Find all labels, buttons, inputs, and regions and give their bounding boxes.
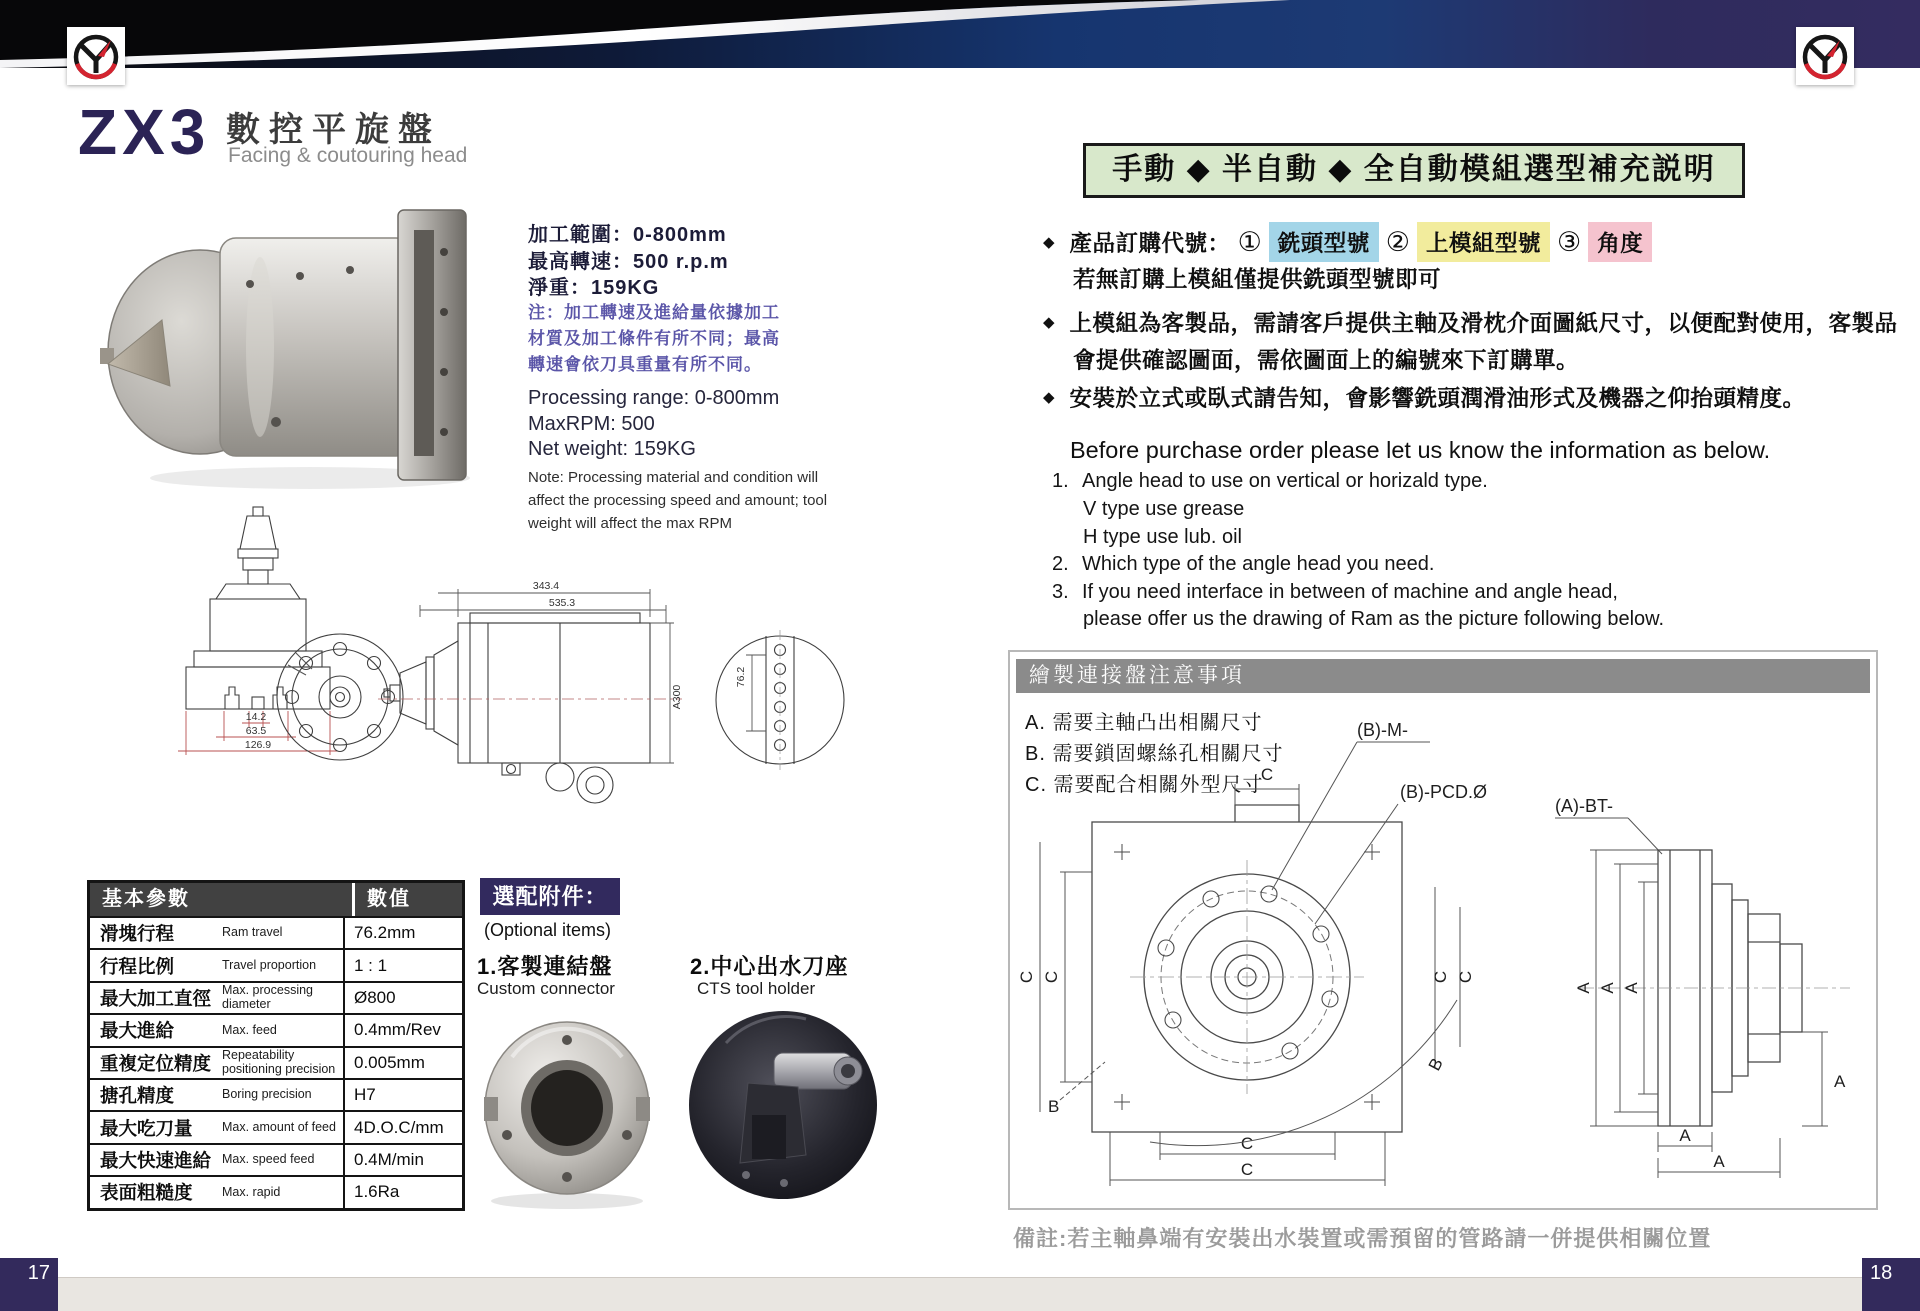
- spec-zh-line: 最高轉速：500 r.p.m: [528, 250, 729, 273]
- bullet1-prefix: 產品訂購代號：: [1069, 231, 1231, 256]
- footer-bar: [0, 1277, 1920, 1311]
- svg-text:A300: A300: [671, 684, 683, 710]
- info-item1: 1. Angle head to use on vertical or horizald type.: [1052, 470, 1488, 492]
- diamond-bullet-icon: ◆: [1043, 314, 1055, 331]
- svg-text:(B)-M-: (B)-M-: [1357, 720, 1408, 740]
- svg-text:A: A: [1598, 982, 1617, 994]
- bullet2-line1: ◆ 上模組為客製品，需請客戶提供主軸及滑枕介面圖紙尺寸，以便配對使用，客製品: [1043, 311, 1898, 336]
- table-row: 重複定位精度 Repeatability positioning precision 0.005mm: [90, 1046, 462, 1078]
- svg-text:C: C: [1240, 1160, 1254, 1179]
- circled-number-2: ②: [1385, 226, 1411, 257]
- optional-item2-zh: 2.中心出水刀座: [690, 954, 849, 979]
- svg-text:A: A: [1834, 1072, 1846, 1091]
- connector-technical-drawing: [1010, 692, 1876, 1207]
- svg-text:C: C: [1260, 765, 1274, 784]
- spec-en-line: MaxRPM: 500: [528, 412, 655, 435]
- note-en-line: weight will affect the max RPM: [528, 515, 732, 532]
- svg-text:C: C: [1017, 970, 1036, 984]
- note-zh-line: 材質及加工條件有所不同；最高: [528, 329, 780, 348]
- svg-text:126.9: 126.9: [244, 739, 272, 751]
- optional-items-title: 選配附件：: [480, 878, 620, 915]
- bottom-remark: 備註:若主軸鼻端有安裝出水裝置或需預留的管路請一併提供相關位置: [1013, 1226, 1712, 1251]
- bullet2-line2: 會提供確認圖面，需依圖面上的編號來下訂購單。: [1073, 348, 1580, 373]
- page-number-left: 17: [0, 1258, 58, 1311]
- bullet1-line1: [1043, 222, 1652, 262]
- svg-text:343.4: 343.4: [532, 580, 560, 592]
- tag-angle: 角度: [1588, 222, 1652, 262]
- bullet3: ◆ 安裝於立式或臥式請告知，會影響銑頭潤滑油形式及機器之仰抬頭精度。: [1043, 386, 1806, 411]
- table-row: 最大進給 Max. feed 0.4mm/Rev: [90, 1013, 462, 1045]
- svg-text:B: B: [1424, 1054, 1447, 1074]
- circled-number-3: ③: [1557, 226, 1582, 257]
- optional-item2-en: CTS tool holder: [697, 979, 816, 998]
- table-row: 表面粗糙度 Max. rapid 1.6Ra: [90, 1175, 462, 1207]
- table-header: [90, 883, 462, 916]
- spec-zh-block: [528, 222, 729, 302]
- cts-tool-holder-photo: [688, 995, 878, 1215]
- svg-text:B: B: [1048, 1097, 1060, 1116]
- note-en-line: affect the processing speed and amount; tool: [528, 492, 828, 509]
- bullet1-line2: 若無訂購上模組僅提供銑頭型號即可: [1073, 267, 1442, 292]
- optional-items-subtitle: (Optional items): [484, 920, 612, 940]
- info-item1-sub: H type use lub. oil: [1083, 526, 1242, 548]
- note-c: C. 需要配合相關外型尺寸: [1025, 774, 1264, 796]
- svg-text:A: A: [1574, 982, 1593, 994]
- table-row: 行程比例 Travel proportion 1 : 1: [90, 948, 462, 980]
- brand-logo-icon: [1796, 27, 1854, 85]
- svg-text:(A)-BT-: (A)-BT-: [1555, 796, 1613, 816]
- product-title-zh: 數控平旋盤: [226, 111, 441, 149]
- spec-zh-line: 加工範圍：0-800mm: [528, 224, 727, 246]
- brand-logo-icon: [67, 27, 125, 85]
- info-item3: 3. If you need interface in between of machine and angle head,: [1052, 581, 1618, 603]
- drawing-box-title: 繪製連接盤注意事項: [1016, 659, 1870, 693]
- svg-text:C: C: [1042, 970, 1061, 984]
- svg-text:A: A: [1622, 982, 1641, 994]
- note-zh-line: 注：加工轉速及進給量依據加工: [528, 303, 780, 322]
- svg-text:A: A: [1679, 1126, 1691, 1145]
- svg-text:(B)-PCD.Ø: (B)-PCD.Ø: [1400, 782, 1487, 802]
- note-en-line: Note: Processing material and condition will: [528, 469, 819, 486]
- product-model: ZX3: [78, 96, 211, 168]
- note-zh-block: [528, 300, 780, 378]
- table-header-param: 基本參數: [90, 883, 355, 916]
- svg-text:C: C: [1240, 1134, 1254, 1153]
- product-title-en: Facing & coutouring head: [228, 144, 468, 167]
- svg-text:14.2: 14.2: [245, 711, 267, 723]
- connector-drawing-box: [1008, 650, 1878, 1210]
- header-band: [0, 0, 1920, 68]
- svg-text:C: C: [1431, 970, 1450, 984]
- svg-text:63.5: 63.5: [245, 725, 267, 737]
- spec-en-block: [528, 386, 779, 463]
- svg-text:535.3: 535.3: [548, 597, 576, 609]
- spec-en-line: Net weight: 159KG: [528, 438, 696, 460]
- info-heading: Before purchase order please let us know the information as below.: [1070, 437, 1771, 463]
- table-row: 搪孔精度 Boring precision H7: [90, 1078, 462, 1110]
- table-row: 滑塊行程 Ram travel 76.2mm: [90, 916, 462, 948]
- info-item3-sub: please offer us the drawing of Ram as the picture following below.: [1083, 608, 1665, 630]
- circled-number-1: ①: [1237, 226, 1262, 257]
- technical-drawings-left: [90, 505, 870, 840]
- diamond-bullet-icon: ◆: [1043, 389, 1055, 406]
- table-row: 最大吃刀量 Max. amount of feed 4D.O.C/mm: [90, 1110, 462, 1142]
- note-b: B. 需要鎖固螺絲孔相關尺寸: [1025, 743, 1284, 765]
- optional-item1-en: Custom connector: [477, 979, 615, 998]
- product-photo: [100, 192, 500, 492]
- svg-text:76.2: 76.2: [735, 666, 747, 688]
- note-zh-line: 轉速會依刀具重量有所不同。: [528, 355, 762, 374]
- custom-connector-photo: [482, 1005, 652, 1210]
- table-row: 最大加工直徑 Max. processing diameter Ø800: [90, 981, 462, 1013]
- right-page-banner: 手動 ◆ 半自動 ◆ 全自動模組選型補充説明: [1083, 143, 1745, 198]
- brand-logo-left: [67, 27, 125, 85]
- tag-head-model: 銑頭型號: [1269, 222, 1379, 262]
- tag-module-model: 上模組型號: [1417, 222, 1550, 262]
- spec-zh-line: 淨重：159KG: [528, 277, 660, 299]
- spec-en-line: Processing range: 0-800mm: [528, 387, 780, 409]
- parameter-table: [87, 880, 465, 1211]
- svg-text:A: A: [1713, 1152, 1725, 1171]
- svg-text:C: C: [1456, 970, 1475, 984]
- diamond-bullet-icon: ◆: [1043, 234, 1055, 251]
- table-header-value: 數值: [367, 888, 411, 910]
- optional-item1-zh: 1.客製連結盤: [477, 954, 613, 979]
- table-row: 最大快速進給 Max. speed feed 0.4M/min: [90, 1143, 462, 1175]
- info-item1-sub: V type use grease: [1083, 498, 1245, 520]
- note-a: A. 需要主軸凸出相關尺寸: [1025, 712, 1263, 734]
- brand-logo-right: [1796, 27, 1854, 85]
- page-number-right: 18: [1862, 1258, 1920, 1311]
- info-item2: 2. Which type of the angle head you need.: [1052, 553, 1435, 575]
